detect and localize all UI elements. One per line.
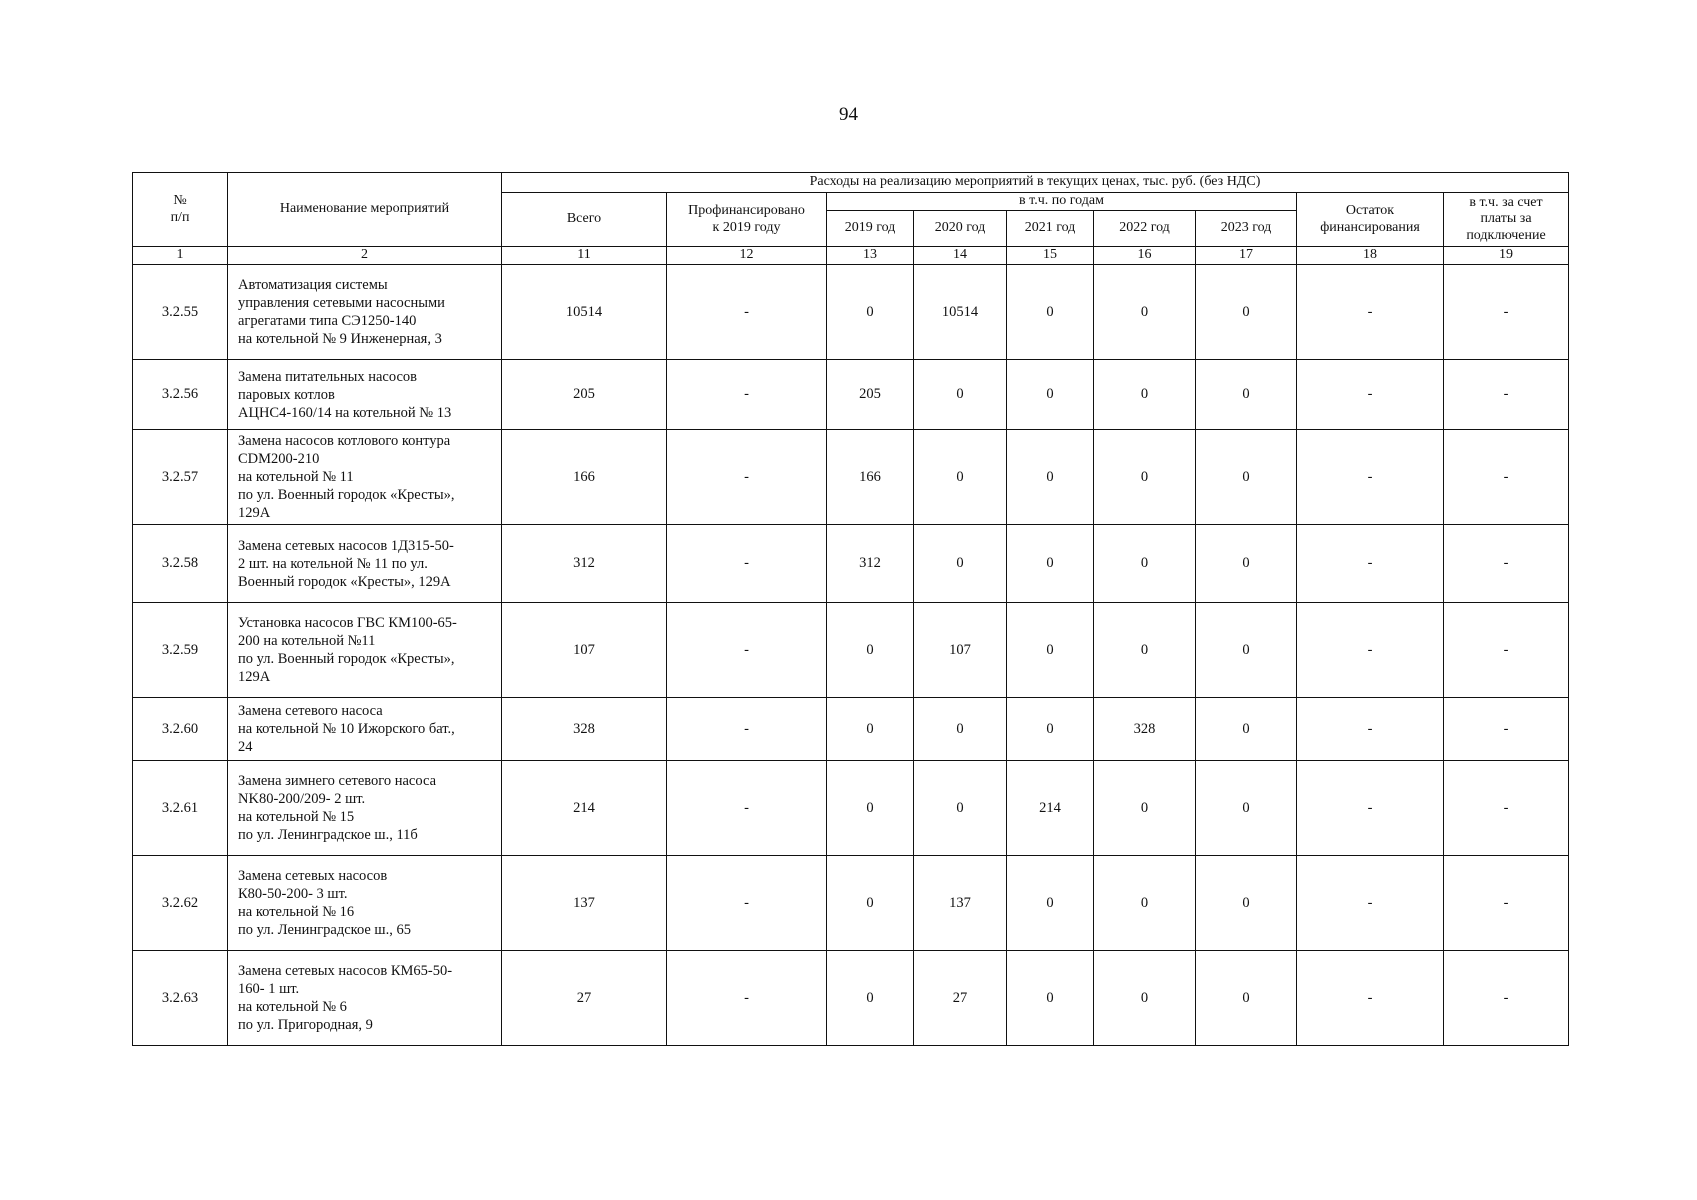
header-year-2021: 2021 год [1007,211,1094,247]
financed-value: - [667,951,827,1046]
header-year-2019: 2019 год [827,211,914,247]
year-2021-value: 0 [1007,856,1094,951]
column-number: 17 [1196,247,1297,265]
measure-name: Замена сетевых насосов КМ65-50- 160- 1 шт. на котельной № 6 по ул. Пригородная, 9 [228,951,502,1046]
header-year-2022: 2022 год [1094,211,1196,247]
measure-name: Замена питательных насосов паровых котлов АЦНС4-160/14 на котельной № 13 [228,360,502,430]
remainder-value: - [1297,265,1444,360]
measure-name: Замена сетевых насосов К80-50-200- 3 шт. на котельной № 16 по ул. Ленинградское ш., 65 [228,856,502,951]
column-number: 1 [133,247,228,265]
year-2019-value: 0 [827,856,914,951]
year-2021-value: 0 [1007,951,1094,1046]
year-2019-value: 0 [827,698,914,761]
table-row [133,603,1569,698]
table-row [133,698,1569,761]
table-row [133,856,1569,951]
total-value: 205 [502,360,667,430]
measure-name: Замена насосов котлового контура CDM200-210 на котельной № 11 по ул. Военный городок «Кресты», 129А [228,430,502,525]
row-number: 3.2.59 [133,603,228,698]
header-financed: Профинансировано к 2019 году [667,193,827,247]
financed-value: - [667,856,827,951]
year-2022-value: 0 [1094,430,1196,525]
header-year-2020: 2020 год [914,211,1007,247]
total-value: 10514 [502,265,667,360]
year-2022-value: 0 [1094,951,1196,1046]
year-2019-value: 0 [827,603,914,698]
header-year-2023: 2023 год [1196,211,1297,247]
table-row [133,430,1569,525]
year-2020-value: 107 [914,603,1007,698]
remainder-value: - [1297,698,1444,761]
total-value: 107 [502,603,667,698]
year-2019-value: 166 [827,430,914,525]
header-remainder: Остаток финансирования [1297,193,1444,247]
year-2021-value: 0 [1007,525,1094,603]
row-number: 3.2.55 [133,265,228,360]
column-number: 13 [827,247,914,265]
remainder-value: - [1297,761,1444,856]
year-2023-value: 0 [1196,265,1297,360]
column-number: 15 [1007,247,1094,265]
header-expenses-title: Расходы на реализацию мероприятий в текущих ценах, тыс. руб. (без НДС) [502,173,1569,193]
year-2020-value: 27 [914,951,1007,1046]
financed-value: - [667,360,827,430]
total-value: 312 [502,525,667,603]
column-number: 11 [502,247,667,265]
year-2022-value: 0 [1094,856,1196,951]
header-by-years: в т.ч. по годам [827,193,1297,211]
year-2023-value: 0 [1196,761,1297,856]
year-2023-value: 0 [1196,603,1297,698]
year-2020-value: 10514 [914,265,1007,360]
column-number: 19 [1444,247,1569,265]
connection-value: - [1444,360,1569,430]
column-number: 2 [228,247,502,265]
measure-name: Установка насосов ГВС КМ100-65- 200 на котельной №11 по ул. Военный городок «Кресты», 129А [228,603,502,698]
remainder-value: - [1297,856,1444,951]
column-number: 14 [914,247,1007,265]
financed-value: - [667,698,827,761]
header-number: № п/п [133,173,228,247]
year-2020-value: 0 [914,430,1007,525]
total-value: 166 [502,430,667,525]
remainder-value: - [1297,430,1444,525]
connection-value: - [1444,856,1569,951]
financed-value: - [667,430,827,525]
row-number: 3.2.62 [133,856,228,951]
total-value: 137 [502,856,667,951]
year-2022-value: 0 [1094,360,1196,430]
connection-value: - [1444,698,1569,761]
year-2022-value: 0 [1094,761,1196,856]
year-2023-value: 0 [1196,360,1297,430]
remainder-value: - [1297,951,1444,1046]
year-2021-value: 0 [1007,360,1094,430]
year-2020-value: 0 [914,360,1007,430]
table-row [133,525,1569,603]
table-row [133,951,1569,1046]
financed-value: - [667,525,827,603]
year-2021-value: 0 [1007,430,1094,525]
table-row [133,360,1569,430]
total-value: 214 [502,761,667,856]
connection-value: - [1444,430,1569,525]
measure-name: Замена зимнего сетевого насоса NK80-200/209- 2 шт. на котельной № 15 по ул. Ленинградское ш., 11б [228,761,502,856]
total-value: 27 [502,951,667,1046]
table-header [133,173,1569,265]
row-number: 3.2.63 [133,951,228,1046]
remainder-value: - [1297,360,1444,430]
year-2023-value: 0 [1196,525,1297,603]
year-2022-value: 0 [1094,525,1196,603]
connection-value: - [1444,603,1569,698]
page-number: 94 [839,104,858,125]
year-2021-value: 0 [1007,603,1094,698]
financed-value: - [667,761,827,856]
connection-value: - [1444,761,1569,856]
year-2020-value: 0 [914,761,1007,856]
year-2019-value: 0 [827,265,914,360]
total-value: 328 [502,698,667,761]
year-2023-value: 0 [1196,856,1297,951]
row-number: 3.2.61 [133,761,228,856]
year-2019-value: 0 [827,761,914,856]
year-2022-value: 0 [1094,265,1196,360]
year-2019-value: 312 [827,525,914,603]
row-number: 3.2.60 [133,698,228,761]
financed-value: - [667,265,827,360]
column-numbers-row [133,247,1569,265]
year-2020-value: 0 [914,698,1007,761]
connection-value: - [1444,951,1569,1046]
header-connection: в т.ч. за счет платы за подключение [1444,193,1569,247]
year-2021-value: 0 [1007,698,1094,761]
remainder-value: - [1297,525,1444,603]
year-2019-value: 0 [827,951,914,1046]
header-name: Наименование мероприятий [228,173,502,247]
year-2021-value: 0 [1007,265,1094,360]
column-number: 12 [667,247,827,265]
financed-value: - [667,603,827,698]
year-2023-value: 0 [1196,698,1297,761]
measure-name: Замена сетевого насоса на котельной № 10 Ижорского бат., 24 [228,698,502,761]
connection-value: - [1444,265,1569,360]
year-2019-value: 205 [827,360,914,430]
year-2020-value: 0 [914,525,1007,603]
measure-name: Автоматизация системы управления сетевыми насосными агрегатами типа СЭ1250-140 на котельной № 9 Инженерная, 3 [228,265,502,360]
year-2023-value: 0 [1196,430,1297,525]
connection-value: - [1444,525,1569,603]
table-body [133,265,1569,1046]
remainder-value: - [1297,603,1444,698]
year-2020-value: 137 [914,856,1007,951]
row-number: 3.2.57 [133,430,228,525]
row-number: 3.2.58 [133,525,228,603]
row-number: 3.2.56 [133,360,228,430]
expenses-table [132,172,1569,1046]
measure-name: Замена сетевых насосов 1Д315-50- 2 шт. на котельной № 11 по ул. Военный городок «Кресты», 129А [228,525,502,603]
year-2022-value: 0 [1094,603,1196,698]
year-2021-value: 214 [1007,761,1094,856]
table-row [133,265,1569,360]
column-number: 18 [1297,247,1444,265]
header-total: Всего [502,193,667,247]
year-2022-value: 328 [1094,698,1196,761]
year-2023-value: 0 [1196,951,1297,1046]
column-number: 16 [1094,247,1196,265]
table-row [133,761,1569,856]
